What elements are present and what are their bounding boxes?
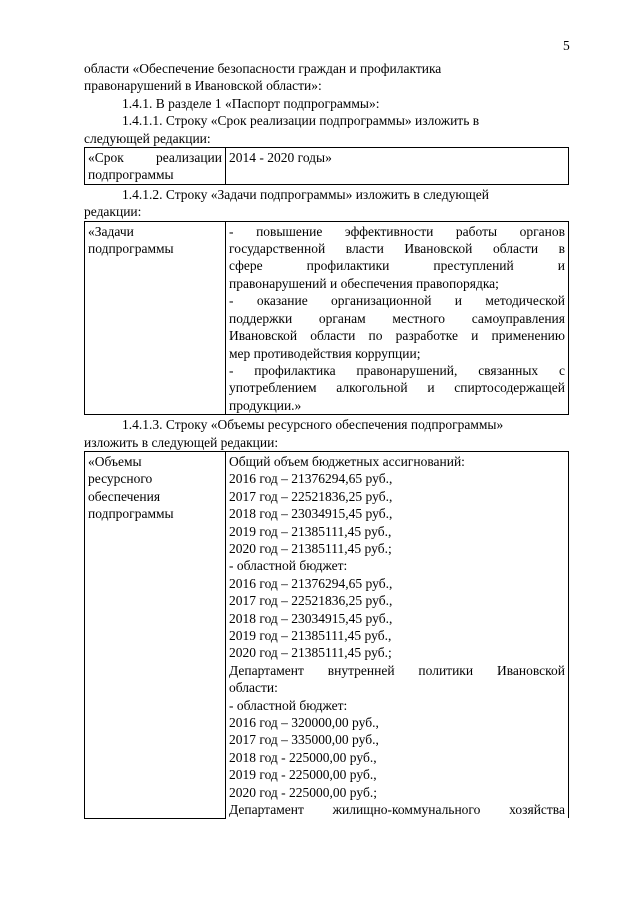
item-1-4-1-1-line-2: следующей редакции: <box>84 130 211 146</box>
item-1-4-1-1-line-1: 1.4.1.1. Строку «Срок реализации подпрограммы» изложить в <box>122 113 480 129</box>
tasks-line: государственной власти Ивановской области в <box>229 241 565 257</box>
resources-line: 2019 год - 225000,00 руб., <box>229 767 377 783</box>
table-tasks-label-line-2: подпрограммы <box>88 241 174 257</box>
resources-line: 2018 год – 23034915,45 руб., <box>229 506 393 522</box>
resources-line: 2018 год – 23034915,45 руб., <box>229 610 393 626</box>
resources-line: 2019 год – 21385111,45 руб., <box>229 523 392 539</box>
tasks-line: употреблением алкогольной и спиртосодержащей <box>229 380 565 396</box>
resources-line: Департамент жилищно-коммунального хозяйства <box>229 802 565 818</box>
resources-line: 2020 год – 21385111,45 руб.; <box>229 645 392 661</box>
resources-line: 2016 год – 320000,00 руб., <box>229 715 379 731</box>
table-tasks <box>84 221 569 415</box>
tasks-line: продукции.» <box>229 397 302 413</box>
item-1-4-1-3-line-2: изложить в следующей редакции: <box>84 434 279 450</box>
table-term-value-text: 2014 - 2020 годы» <box>229 150 332 166</box>
resources-line: 2020 год – 21385111,45 руб.; <box>229 540 392 556</box>
table-row <box>85 148 569 185</box>
intro-line-1: области «Обеспечение безопасности граждан и профилактика <box>84 61 442 76</box>
resources-line: 2018 год - 225000,00 руб., <box>229 749 377 765</box>
tasks-line: сфере профилактики преступлений и <box>229 258 565 274</box>
item-1-4-1: 1.4.1. В разделе 1 «Паспорт подпрограммы»: <box>122 95 380 111</box>
tasks-line: Ивановской области по разработке и применению <box>229 328 565 344</box>
resources-label-line: подпрограммы <box>88 506 174 522</box>
resources-line: - областной бюджет: <box>229 697 348 713</box>
resources-label-line: ресурсного <box>88 471 153 487</box>
table-term-label-line-1: «Срок реализации <box>88 150 222 166</box>
table-resources-label <box>85 451 226 818</box>
resources-label-line: «Объемы <box>88 453 142 469</box>
item-1-4-1-2-line-1: 1.4.1.2. Строку «Задачи подпрограммы» изложить в следующей <box>122 186 490 202</box>
document-body <box>84 60 568 819</box>
resources-line: 2016 год – 21376294,65 руб., <box>229 471 393 487</box>
resources-line: 2020 год - 225000,00 руб.; <box>229 784 377 800</box>
page-number: 5 <box>563 38 570 53</box>
table-term-label-line-2: подпрограммы <box>88 167 174 183</box>
table-row <box>85 221 569 414</box>
table-row <box>85 451 569 818</box>
table-tasks-value <box>226 221 569 414</box>
resources-line: Общий объем бюджетных ассигнований: <box>229 453 465 469</box>
tasks-line: поддержки органам местного самоуправления <box>229 310 565 326</box>
item-1-4-1-3-line-1: 1.4.1.3. Строку «Объемы ресурсного обеспечения подпрограммы» <box>122 417 504 433</box>
resources-line: 2019 год – 21385111,45 руб., <box>229 628 392 643</box>
table-term-label <box>85 148 226 185</box>
tasks-line: правонарушений и обеспечения правопорядка; <box>229 275 499 291</box>
table-tasks-label <box>85 221 226 414</box>
tasks-line: - оказание организационной и методической <box>229 293 565 309</box>
item-1-4-1-2-line-2: редакции: <box>84 204 142 220</box>
intro-line-2: правонарушений в Ивановской области»: <box>84 78 322 94</box>
resources-label-line: обеспечения <box>88 488 161 504</box>
tasks-line: - повышение эффективности работы органов <box>229 223 565 239</box>
table-resources <box>84 451 569 819</box>
table-resources-value <box>226 451 569 818</box>
table-tasks-label-line-1: «Задачи <box>88 223 134 239</box>
resources-line: - областной бюджет: <box>229 558 348 574</box>
tasks-line: - профилактика правонарушений, связанных с <box>229 362 565 378</box>
table-term <box>84 147 569 185</box>
resources-line: Департамент внутренней политики Ивановской <box>229 662 565 678</box>
resources-line: 2016 год – 21376294,65 руб., <box>229 575 393 591</box>
tasks-line: мер противодействия коррупции; <box>229 345 421 361</box>
resources-line: 2017 год – 22521836,25 руб., <box>229 488 393 504</box>
resources-line: 2017 год – 22521836,25 руб., <box>229 593 393 609</box>
resources-line: области: <box>229 680 278 696</box>
table-term-value <box>226 148 569 185</box>
resources-line: 2017 год – 335000,00 руб., <box>229 732 379 748</box>
